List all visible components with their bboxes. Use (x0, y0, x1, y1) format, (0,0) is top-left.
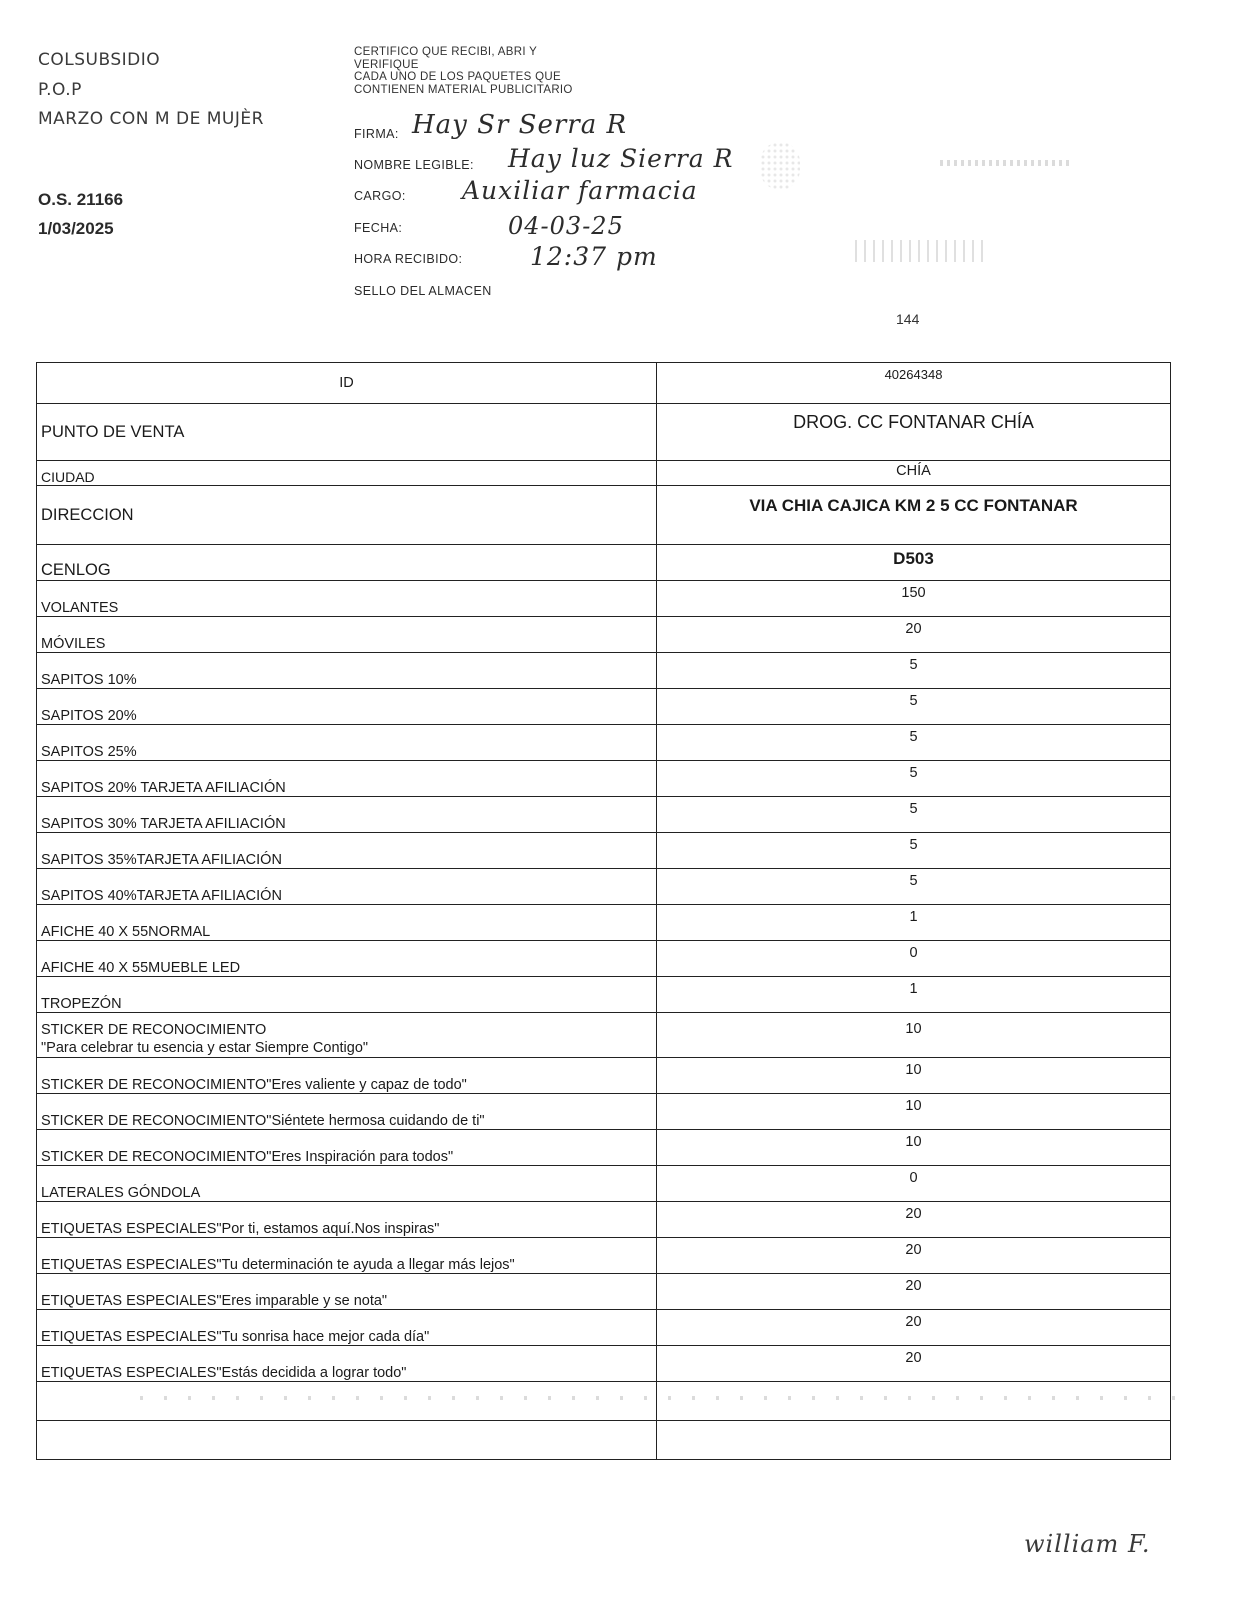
row-label: SAPITOS 10% (37, 653, 657, 689)
row-label: STICKER DE RECONOCIMIENTO"Eres Inspiración para todos" (37, 1130, 657, 1166)
fecha-value: 04-03-25 (508, 212, 624, 240)
table-row (37, 461, 1171, 486)
table-row (37, 581, 1171, 617)
table-row (37, 1238, 1171, 1274)
table-row (37, 1166, 1171, 1202)
scan-noise (140, 1396, 1180, 1400)
row-label: ETIQUETAS ESPECIALES"Por ti, estamos aquí.Nos inspiras" (37, 1202, 657, 1238)
row-label: DIRECCION (37, 486, 657, 545)
row-value: 150 (657, 581, 1171, 617)
row-label: SAPITOS 35%TARJETA AFILIACIÓN (37, 833, 657, 869)
row-label: CIUDAD (37, 461, 657, 486)
table-row (37, 941, 1171, 977)
certificate-line: VERIFIQUE (354, 58, 419, 71)
table-row (37, 363, 1171, 404)
row-label: STICKER DE RECONOCIMIENTO (41, 1022, 267, 1038)
row-value: D503 (657, 545, 1171, 581)
row-label: VOLANTES (37, 581, 657, 617)
table-row (37, 404, 1171, 461)
nombre-label: NOMBRE LEGIBLE: (354, 158, 474, 172)
row-value: 10 (657, 1058, 1171, 1094)
page-number: 144 (896, 311, 920, 327)
table-row (37, 905, 1171, 941)
row-value: 5 (657, 833, 1171, 869)
firma-label: FIRMA: (354, 127, 399, 141)
certificate-line: CERTIFICO QUE RECIBI, ABRI Y (354, 46, 538, 58)
empty-cell (657, 1421, 1171, 1460)
table-row (37, 689, 1171, 725)
table-row (37, 977, 1171, 1013)
row-label: STICKER DE RECONOCIMIENTO"Eres valiente y capaz de todo" (37, 1058, 657, 1094)
footer-signature: william F. (1024, 1530, 1151, 1558)
row-value: DROG. CC FONTANAR CHÍA (657, 404, 1171, 461)
table-row (37, 797, 1171, 833)
order-number: O.S. 21166 (38, 190, 124, 209)
row-label: MÓVILES (37, 617, 657, 653)
row-value: 5 (657, 725, 1171, 761)
empty-row (37, 1421, 1171, 1460)
hora-value: 12:37 pm (530, 242, 658, 271)
row-value: 1 (657, 977, 1171, 1013)
table-row (37, 1130, 1171, 1166)
table-row (37, 869, 1171, 905)
row-value: 10 (657, 1094, 1171, 1130)
table-row (37, 1013, 1171, 1058)
row-label: AFICHE 40 X 55NORMAL (37, 905, 657, 941)
row-value: 20 (657, 1238, 1171, 1274)
row-value: 20 (657, 1202, 1171, 1238)
row-label: SAPITOS 40%TARJETA AFILIACIÓN (37, 869, 657, 905)
id-value: 40264348 (657, 363, 1171, 404)
table-row (37, 653, 1171, 689)
row-value: CHÍA (657, 461, 1171, 486)
row-value: VIA CHIA CAJICA KM 2 5 CC FONTANAR (657, 486, 1171, 545)
empty-cell (657, 1382, 1171, 1421)
table-row (37, 545, 1171, 581)
empty-cell (37, 1421, 657, 1460)
certificate-line: CONTIENEN MATERIAL PUBLICITARIO (354, 83, 573, 96)
row-value: 5 (657, 761, 1171, 797)
company-name: COLSUBSIDIO (38, 50, 161, 70)
table-row (37, 833, 1171, 869)
hora-label: HORA RECIBIDO: (354, 252, 463, 266)
row-label: ETIQUETAS ESPECIALES"Estás decidida a lograr todo" (37, 1346, 657, 1382)
cargo-label: CARGO: (354, 189, 406, 203)
table-row (37, 1202, 1171, 1238)
empty-cell (37, 1382, 657, 1421)
sello-label: SELLO DEL ALMACEN (354, 284, 492, 298)
row-value: 5 (657, 797, 1171, 833)
table-row (37, 1094, 1171, 1130)
row-label-quote: "Para celebrar tu esencia y estar Siempre Contigo" (41, 1040, 369, 1056)
row-label: ETIQUETAS ESPECIALES"Tu determinación te ayuda a llegar más lejos" (37, 1238, 657, 1274)
table-row (37, 617, 1171, 653)
table-row (37, 1058, 1171, 1094)
row-value: 20 (657, 617, 1171, 653)
row-value: 5 (657, 869, 1171, 905)
row-label: ETIQUETAS ESPECIALES"Eres imparable y se nota" (37, 1274, 657, 1310)
table-row (37, 1274, 1171, 1310)
certificate-text (354, 46, 573, 96)
order-date: 1/03/2025 (38, 219, 114, 238)
row-value: 20 (657, 1274, 1171, 1310)
id-label: ID (37, 363, 657, 404)
row-value: 5 (657, 689, 1171, 725)
stamp-smudge (760, 142, 800, 190)
pop-material-table (36, 362, 1171, 1460)
row-value: 10 (657, 1130, 1171, 1166)
cargo-value: Auxiliar farmacia (462, 176, 698, 205)
row-label: SAPITOS 25% (37, 725, 657, 761)
row-value: 20 (657, 1310, 1171, 1346)
certificate-line: CADA UNO DE LOS PAQUETES QUE (354, 71, 561, 83)
campaign-title: MARZO CON M DE MUJÈR (38, 109, 264, 129)
row-label: PUNTO DE VENTA (37, 404, 657, 461)
row-value: 0 (657, 1166, 1171, 1202)
row-label: AFICHE 40 X 55MUEBLE LED (37, 941, 657, 977)
nombre-value: Hay luz Sierra R (508, 144, 734, 173)
department: P.O.P (38, 80, 82, 100)
faint-mark (940, 160, 1070, 166)
faint-mark (855, 240, 985, 262)
signature: Hay Sr Serra R (412, 110, 628, 140)
row-value: 1 (657, 905, 1171, 941)
empty-row (37, 1382, 1171, 1421)
row-label: SAPITOS 20% (37, 689, 657, 725)
row-label: STICKER DE RECONOCIMIENTO"Siéntete hermosa cuidando de ti" (37, 1094, 657, 1130)
table-row (37, 1346, 1171, 1382)
fecha-label: FECHA: (354, 221, 403, 235)
row-label: SAPITOS 30% TARJETA AFILIACIÓN (37, 797, 657, 833)
row-label-multiline (37, 1013, 657, 1058)
table-row (37, 486, 1171, 545)
row-label: LATERALES GÓNDOLA (37, 1166, 657, 1202)
row-value: 0 (657, 941, 1171, 977)
row-value: 10 (657, 1013, 1171, 1058)
table-row (37, 761, 1171, 797)
row-label: TROPEZÓN (37, 977, 657, 1013)
table-row (37, 1310, 1171, 1346)
row-label: CENLOG (37, 545, 657, 581)
row-value: 20 (657, 1346, 1171, 1382)
row-value: 5 (657, 653, 1171, 689)
table-row (37, 725, 1171, 761)
row-label: ETIQUETAS ESPECIALES"Tu sonrisa hace mejor cada día" (37, 1310, 657, 1346)
row-label: SAPITOS 20% TARJETA AFILIACIÓN (37, 761, 657, 797)
